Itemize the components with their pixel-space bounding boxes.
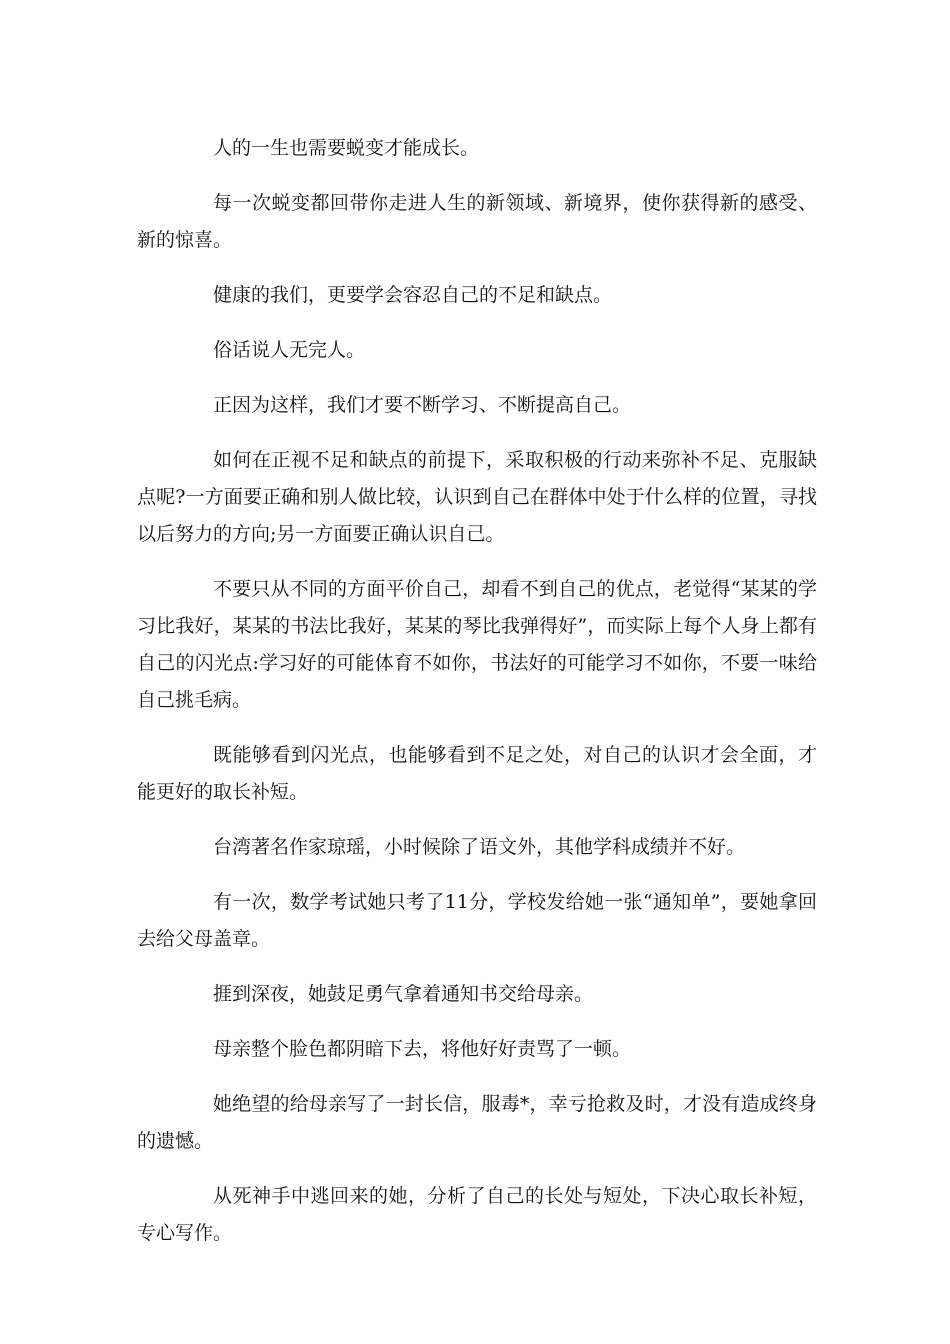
paragraph-5: 正因为这样，我们才要不断学习、不断提高自己。: [213, 394, 632, 416]
paragraph-12: 母亲整个脸色都阴暗下去，将他好好责骂了一顿。: [213, 1038, 632, 1060]
paragraph-13: 她绝望的给母亲写了一封长信，服毒*，幸亏抢救及时，才没有造成终身的遗憾。: [137, 1093, 817, 1152]
document-body: [137, 130, 817, 1270]
paragraph-14: 从死神手中逃回来的她，分析了自己的长处与短处，下决心取长补短，专心写作。: [137, 1185, 817, 1244]
paragraph-1: 人的一生也需要蜕变才能成长。: [213, 137, 480, 159]
paragraph-2: 每一次蜕变都回带你走进人生的新领域、新境界，使你获得新的感受、新的惊喜。: [137, 192, 817, 251]
paragraph-4: 俗话说人无完人。: [213, 339, 366, 361]
paragraph-3: 健康的我们，更要学会容忍自己的不足和缺点。: [213, 284, 613, 306]
paragraph-9: 台湾著名作家琼瑶，小时候除了语文外，其他学科成绩并不好。: [213, 836, 746, 858]
paragraph-8: 既能够看到闪光点，也能够看到不足之处，对自己的认识才会全面，才能更好的取长补短。: [137, 744, 817, 803]
paragraph-7: 不要只从不同的方面平价自己，却看不到自己的优点，老觉得“某某的学习比我好，某某的书法比我好，某某的琴比我弹得好”，而实际上每个人身上都有自己的闪光点:学习好的可能体育不如你，书法好的可能学习不如你，不要一味给自己挑毛病。: [137, 578, 817, 711]
paragraph-6: 如何在正视不足和缺点的前提下，采取积极的行动来弥补不足、克服缺点呢?一方面要正确和别人做比较，认识到自己在群体中处于什么样的位置，寻找以后努力的方向;另一方面要正确认识自己。: [137, 449, 817, 545]
paragraph-11: 捱到深夜，她鼓足勇气拿着通知书交给母亲。: [213, 983, 594, 1005]
paragraph-10: 有一次，数学考试她只考了11分，学校发给她一张“通知单”，要她拿回去给父母盖章。: [137, 891, 817, 950]
